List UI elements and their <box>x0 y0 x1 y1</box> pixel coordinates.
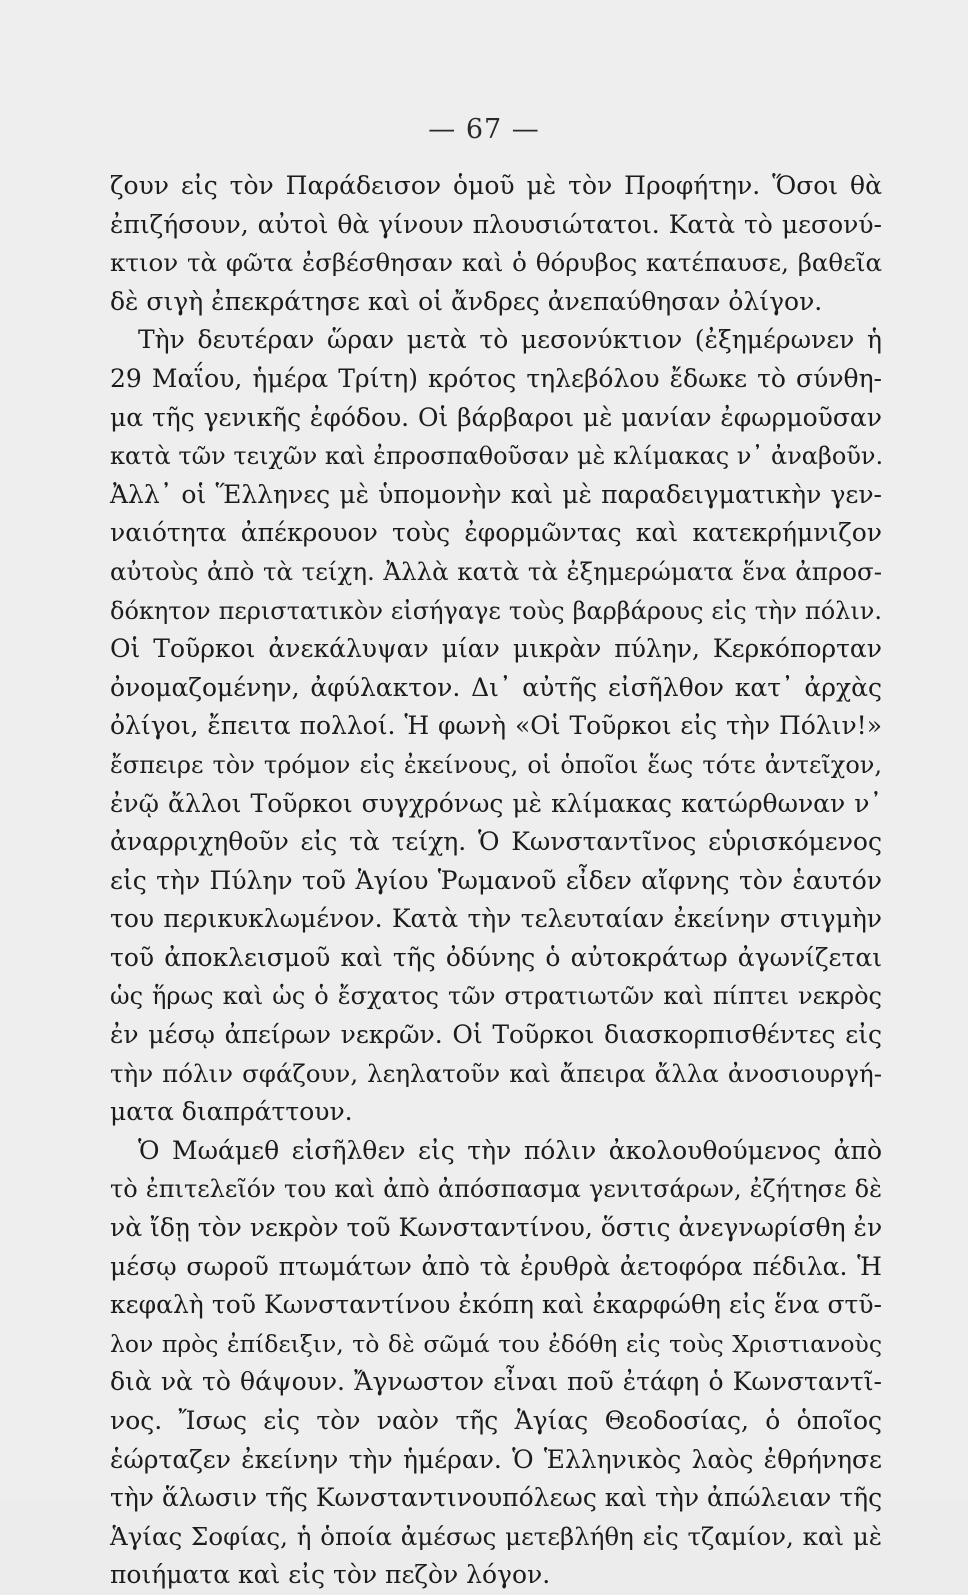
text-line: Ἀλλ᾿ οἱ Ἕλληνες μὲ ὑπομονὴν καὶ μὲ παραδειγματικὴν γεν- <box>110 479 882 509</box>
text-line: ἐπιζήσουν, αὐτοὶ θὰ γίνουν πλουσιώτατοι. Κατὰ τὸ μεσονύ- <box>110 209 882 239</box>
text-line: ἀναρριχηθοῦν εἰς τὰ τείχη. Ὁ Κωνσταντῖνος εὑρισκόμενος <box>110 827 882 857</box>
text-line: μα τῆς γενικῆς ἐφόδου. Οἱ βάρβαροι μὲ μανίαν ἐφωρμοῦσαν <box>110 402 882 432</box>
text-line: αὐτοὺς ἀπὸ τὰ τείχη. Ἀλλὰ κατὰ τὰ ἐξημερώματα ἕνα ἀπροσ- <box>110 556 882 586</box>
text-line: Ἁγίας Σοφίας, ἡ ὁποία ἀμέσως μετεβλήθη εἰς τζαμίον, καὶ μὲ <box>110 1521 882 1551</box>
text-line: ὡς ἥρως καὶ ὡς ὁ ἔσχατος τῶν στρατιωτῶν καὶ πίπτει νεκρὸς <box>110 982 882 1011</box>
text-line: ὀνομαζομένην, ἀφύλακτον. Δι᾿ αὐτῆς εἰσῆλθον κατ᾿ ἀρχὰς <box>110 672 882 702</box>
text-line: ματα διαπράττουν. <box>110 1097 353 1127</box>
page-number: — 67 — <box>428 114 540 145</box>
text-line: ἑώρταζεν ἐκείνην τὴν ἡμέραν. Ὁ Ἑλληνικὸς λαὸς ἐθρήνησε <box>110 1444 882 1474</box>
text-line: ἐνῷ ἄλλοι Τοῦρκοι συγχρόνως μὲ κλίμακας κατώρθωναν ν᾿ <box>110 788 882 818</box>
text-line: νος. Ἴσως εἰς τὸν ναὸν τῆς Ἁγίας Θεοδοσίας, ὁ ὁποῖος <box>110 1406 882 1435</box>
text-line: ἔσπειρε τὸν τρόμον εἰς ἐκείνους, οἱ ὁποῖοι ἕως τότε ἀντεῖχον, <box>110 750 882 779</box>
text-line: δὲ σιγὴ ἐπεκράτησε καὶ οἱ ἄνδρες ἀνεπαύθησαν ὀλίγον. <box>110 286 823 316</box>
text-line: λον πρὸς ἐπίδειξιν, τὸ δὲ σῶμά του ἐδόθη εἰς τοὺς Χριστιανοὺς <box>110 1329 882 1358</box>
text-line: ὀλίγοι, ἔπειτα πολλοί. Ἡ φωνὴ «Οἱ Τοῦρκοι εἰς τὴν Πόλιν!» <box>110 711 882 741</box>
text-line: νὰ ἴδῃ τὸν νεκρὸν τοῦ Κωνσταντίνου, ὅστις ἀνεγνωρίσθη ἐν <box>110 1213 883 1243</box>
text-line: κατὰ τῶν τειχῶν καὶ ἐπροσπαθοῦσαν μὲ κλίμακας ν᾿ ἀναβοῦν. <box>110 442 884 471</box>
text-line: Οἱ Τοῦρκοι ἀνεκάλυψαν μίαν μικρὰν πύλην, Κερκόπορταν <box>110 634 882 664</box>
text-line: ναιότητα ἀπέκρουον τοὺς ἐφορμῶντας καὶ κατεκρήμνιζον <box>110 518 882 548</box>
text-line: ποιήματα καὶ εἰς τὸν πεζὸν λόγον. <box>110 1560 551 1590</box>
text-line: Ὁ Μωάμεθ εἰσῆλθεν εἰς τὴν πόλιν ἀκολουθούμενος ἀπὸ <box>138 1135 882 1165</box>
body-text <box>110 167 882 1595</box>
text-line: διὰ νὰ τὸ θάψουν. Ἄγνωστον εἶναι ποῦ ἐτάφη ὁ Κωνσταντῖ- <box>110 1367 882 1397</box>
text-line: ἐν μέσῳ ἀπείρων νεκρῶν. Οἱ Τοῦρκοι διασκορπισθέντες εἰς <box>110 1020 882 1050</box>
text-line: ζουν εἰς τὸν Παράδεισον ὁμοῦ μὲ τὸν Προφήτην. Ὅσοι θὰ <box>110 171 882 200</box>
text-line: τοῦ ἀποκλεισμοῦ καὶ τῆς ὀδύνης ὁ αὐτοκράτωρ ἀγωνίζεται <box>110 942 882 972</box>
text-line: εἰς τὴν Πύλην τοῦ Ἁγίου Ῥωμανοῦ εἶδεν αἴφνης τὸν ἑαυτόν <box>110 865 882 895</box>
text-line: τὴν πόλιν σφάζουν, λεηλατοῦν καὶ ἄπειρα ἄλλα ἀνοσιουργή- <box>110 1058 882 1088</box>
text-line: τὴν ἅλωσιν τῆς Κωνσταντινουπόλεως καὶ τὴν ἀπώλειαν τῆς <box>110 1483 883 1513</box>
text-line: 29 Μαΐου, ἡμέρα Τρίτη) κρότος τηλεβόλου ἔδωκε τὸ σύνθη- <box>110 363 882 393</box>
text-line: τὸ ἐπιτελεῖόν του καὶ ἀπὸ ἀπόσπασμα γενιτσάρων, ἐζήτησε δὲ <box>110 1175 882 1204</box>
text-line: δόκητον περιστατικὸν εἰσήγαγε τοὺς βαρβάρους εἰς τὴν πόλιν. <box>110 596 882 625</box>
text-line: κεφαλὴ τοῦ Κωνσταντίνου ἐκόπη καὶ ἐκαρφώθη εἰς ἕνα στῦ- <box>110 1290 882 1320</box>
text-line: μέσῳ σωροῦ πτωμάτων ἀπὸ τὰ ἐρυθρὰ ἀετοφόρα πέδιλα. Ἡ <box>110 1251 882 1281</box>
text-line: του περικυκλωμένον. Κατὰ τὴν τελευταίαν ἐκείνην στιγμὴν <box>110 904 882 934</box>
text-line: Τὴν δευτέραν ὥραν μετὰ τὸ μεσονύκτιον (ἐξημέρωνεν ἡ <box>138 325 882 355</box>
text-line: κτιον τὰ φῶτα ἐσβέσθησαν καὶ ὁ θόρυβος κατέπαυσε, βαθεῖα <box>110 248 882 278</box>
